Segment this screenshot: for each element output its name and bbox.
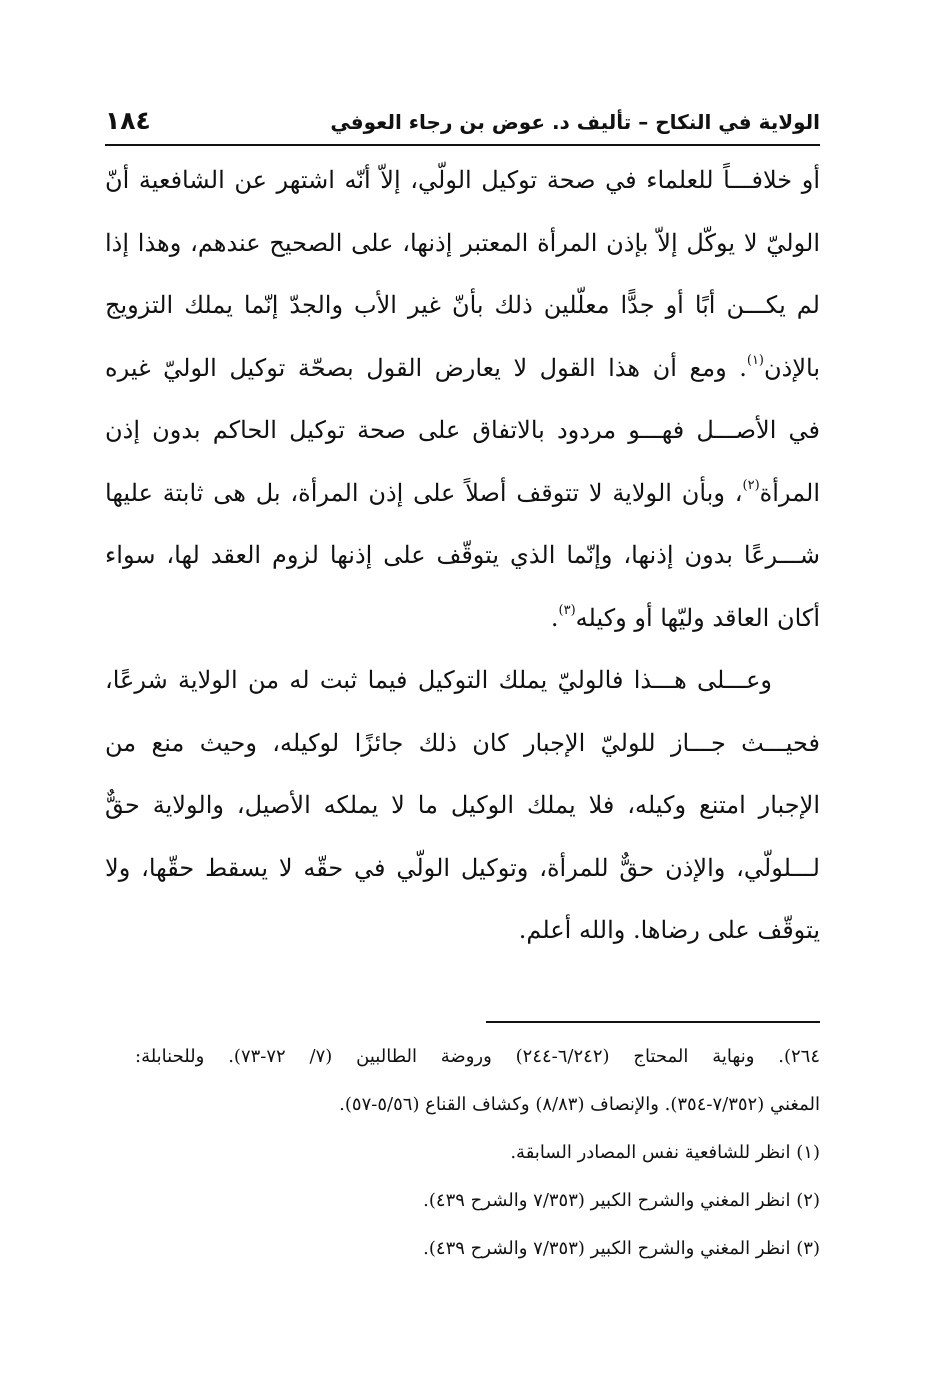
text-line: الوليّ لا يوكّل إلاّ بإذن المرأة المعتبر إذنها، على الصحيح عندهم، وهذا إذا: [105, 228, 820, 257]
text-line: [105, 590, 820, 653]
text-fragment: ، وبأن الولاية لا تتوقف أصلاً على إذن المرأة، بل هى ثابتة عليها: [105, 478, 743, 507]
text-line: يتوقّف على رضاها. والله أعلم.: [518, 916, 820, 944]
footnote-ref-1[interactable]: (١): [746, 352, 764, 368]
text-fragment: . ومع أن هذا القول لا يعارض القول بصحّة توكيل الوليّ غيره: [105, 353, 747, 382]
footnote-continuation-line: ٢٦٤). ونهاية المحتاج (٦/٢٤٢-٢٤٤) وروضة الطالبين (٧/ ٧٢-٧٣). وللحنابلة:: [135, 1046, 820, 1067]
footnote-ref-2[interactable]: (٢): [742, 477, 760, 493]
text-line: الإجبار امتنع وكيله، فلا يملك الوكيل ما لا يملكه الأصيل، والولاية حقٌّ: [105, 791, 820, 819]
text-line: في الأصـــل فهـــو مردود بالاتفاق على صحة توكيل الحاكم بدون إذن: [105, 416, 820, 444]
text-line: أو خلافـــاً للعلماء في صحة توكيل الولّي، إلاّ أنّه اشتهر عن الشافعية أنّ: [105, 166, 820, 194]
text-fragment: .: [550, 603, 559, 632]
text-line: شـــرعًا بدون إذنها، وإنّما الذي يتوقّف على إذنها لزوم العقد لها، سواء: [105, 541, 820, 569]
text-line: لم يكـــن أبًا أو جدًّا معلّلين ذلك بأنّ غير الأب والجدّ إنّما يملك التزويج: [105, 291, 820, 319]
footnotes: [135, 1036, 820, 1276]
text-fragment: أكان العاقد وليّها أو وكيله: [575, 603, 820, 632]
main-text: [105, 152, 820, 965]
text-line: [105, 465, 820, 528]
text-fragment: المرأة: [759, 478, 820, 507]
text-line: وعـــلى هـــذا فالوليّ يملك التوكيل فيما ثبت له من الولاية شرعًا،: [105, 666, 772, 694]
text-fragment: بالإذن: [764, 353, 820, 382]
footnote-1: (١) انظر للشافعية نفس المصادر السابقة.: [510, 1142, 820, 1163]
text-line: لـــلولّي، والإذن حقٌّ للمرأة، وتوكيل الولّي في حقّه لا يسقط حقّها، ولا: [105, 853, 820, 882]
text-line: [105, 340, 820, 403]
footnote-separator: [486, 1021, 820, 1023]
footnote-continuation-line: المغني (٧/٣٥٢-٣٥٤). والإنصاف (٨/٨٣) وكشاف القناع (٥/٥٦-٥٧).: [339, 1094, 820, 1115]
text-line: فحيـــث جـــاز للوليّ الإجبار كان ذلك جائزًا لوكيله، وحيث منع من: [105, 728, 820, 757]
book-title: الولاية في النكاح – تأليف د. عوض بن رجاء العوفي: [330, 110, 820, 134]
running-header: [105, 104, 820, 146]
footnote-3: (٣) انظر المغني والشرح الكبير (٧/٣٥٣ والشرح ٤٣٩).: [423, 1238, 820, 1259]
footnote-2: (٢) انظر المغني والشرح الكبير (٧/٣٥٣ والشرح ٤٣٩).: [423, 1190, 820, 1211]
page-number: ١٨٤: [105, 106, 151, 135]
footnote-ref-3[interactable]: (٣): [558, 602, 576, 618]
